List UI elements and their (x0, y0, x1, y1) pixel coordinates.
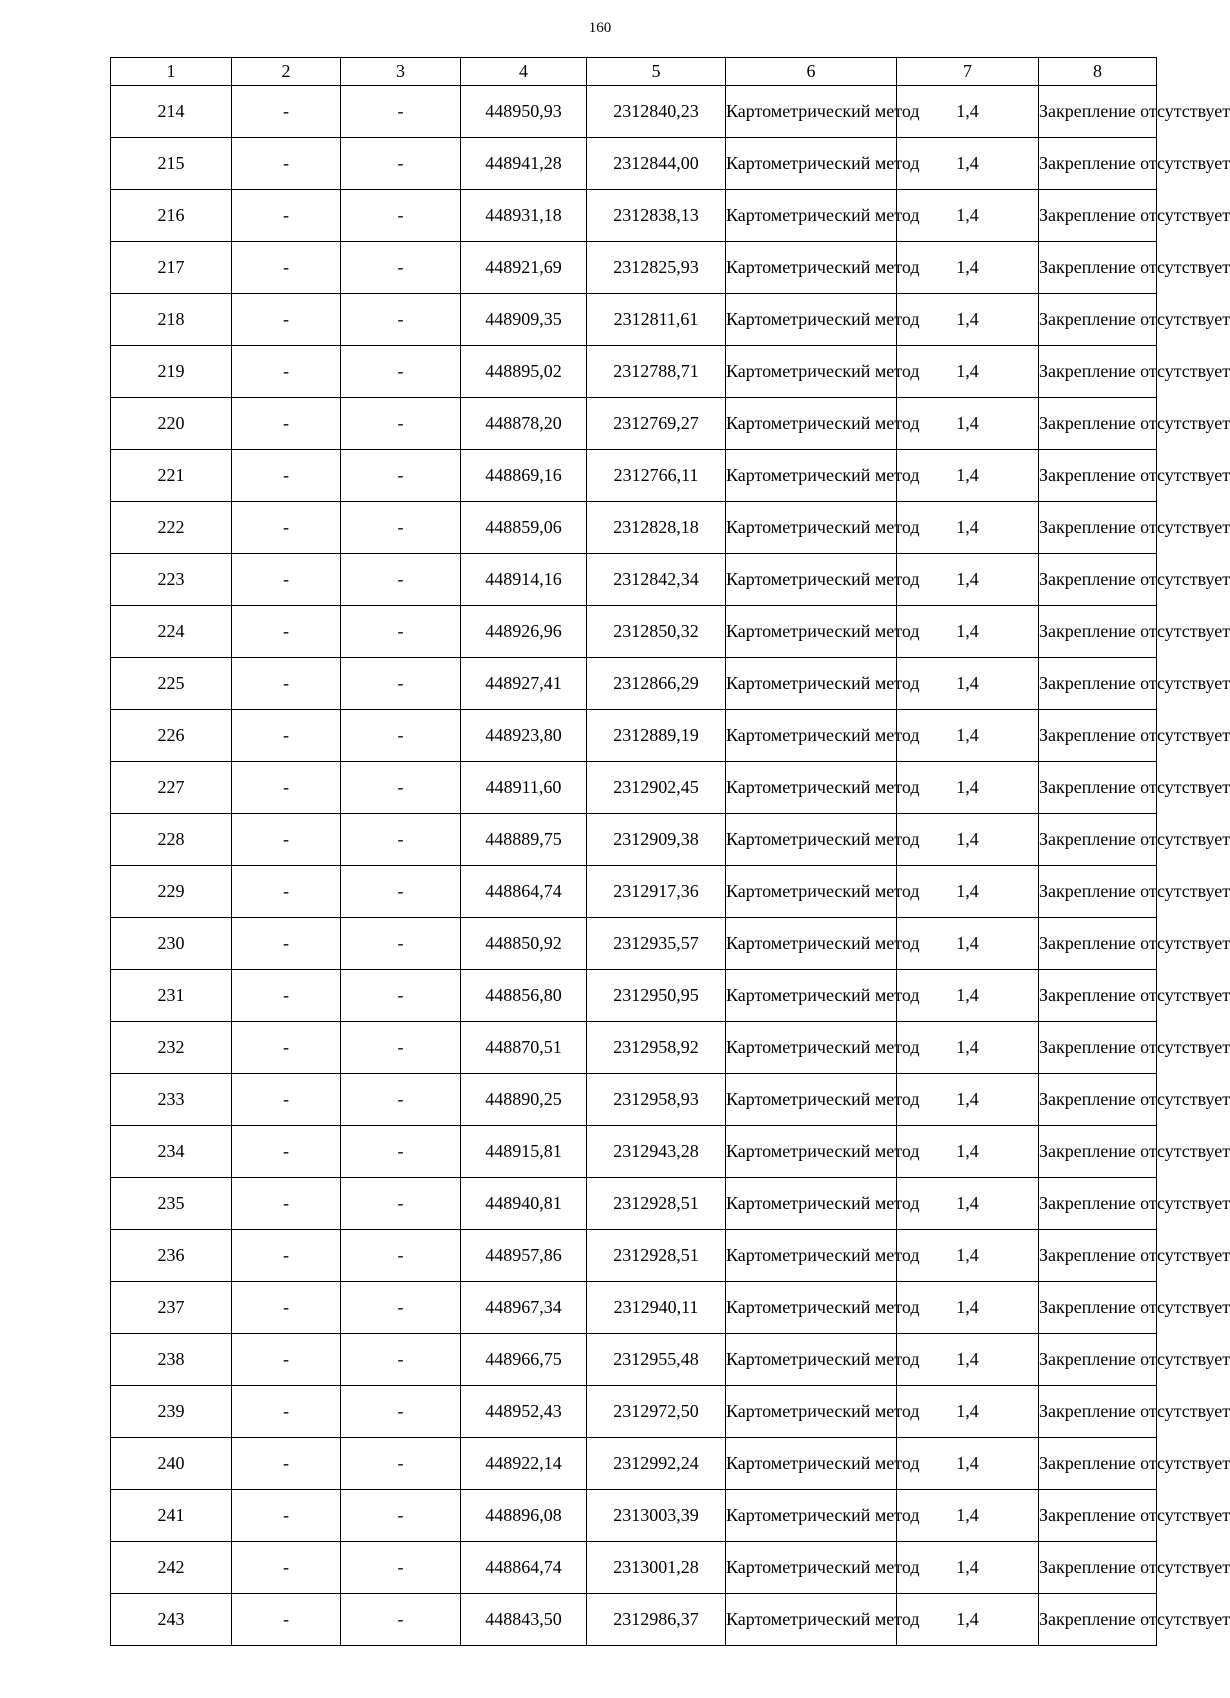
x-coordinate-cell: 448921,69 (461, 242, 587, 294)
column-header: 5 (587, 58, 726, 86)
fixing-cell: Закрепление отсутствует (1039, 1438, 1157, 1490)
method-cell: Картометрический метод (726, 1230, 897, 1282)
column-3-cell: - (341, 294, 461, 346)
accuracy-cell: 1,4 (897, 1334, 1039, 1386)
point-number-cell: 221 (111, 450, 232, 502)
fixing-cell: Закрепление отсутствует (1039, 1230, 1157, 1282)
x-coordinate-cell: 448950,93 (461, 86, 587, 138)
point-number-cell: 230 (111, 918, 232, 970)
column-3-cell: - (341, 866, 461, 918)
x-coordinate-cell: 448966,75 (461, 1334, 587, 1386)
fixing-cell: Закрепление отсутствует (1039, 866, 1157, 918)
column-3-cell: - (341, 1334, 461, 1386)
column-3-cell: - (341, 918, 461, 970)
table-row (111, 346, 1157, 398)
column-3-cell: - (341, 346, 461, 398)
point-number-cell: 236 (111, 1230, 232, 1282)
y-coordinate-cell: 2312986,37 (587, 1594, 726, 1646)
fixing-cell: Закрепление отсутствует (1039, 606, 1157, 658)
y-coordinate-cell: 2312917,36 (587, 866, 726, 918)
point-number-cell: 220 (111, 398, 232, 450)
y-coordinate-cell: 2312850,32 (587, 606, 726, 658)
fixing-cell: Закрепление отсутствует (1039, 658, 1157, 710)
x-coordinate-cell: 448870,51 (461, 1022, 587, 1074)
point-number-cell: 241 (111, 1490, 232, 1542)
method-cell: Картометрический метод (726, 398, 897, 450)
table-row (111, 1334, 1157, 1386)
y-coordinate-cell: 2312950,95 (587, 970, 726, 1022)
table-row (111, 1386, 1157, 1438)
y-coordinate-cell: 2312788,71 (587, 346, 726, 398)
accuracy-cell: 1,4 (897, 86, 1039, 138)
column-2-cell: - (232, 554, 341, 606)
y-coordinate-cell: 2313003,39 (587, 1490, 726, 1542)
y-coordinate-cell: 2312909,38 (587, 814, 726, 866)
fixing-cell: Закрепление отсутствует (1039, 502, 1157, 554)
column-3-cell: - (341, 1386, 461, 1438)
column-2-cell: - (232, 294, 341, 346)
column-3-cell: - (341, 450, 461, 502)
column-2-cell: - (232, 710, 341, 762)
y-coordinate-cell: 2312943,28 (587, 1126, 726, 1178)
fixing-cell: Закрепление отсутствует (1039, 242, 1157, 294)
y-coordinate-cell: 2312766,11 (587, 450, 726, 502)
table-row (111, 242, 1157, 294)
column-2-cell: - (232, 1022, 341, 1074)
x-coordinate-cell: 448869,16 (461, 450, 587, 502)
table-row (111, 554, 1157, 606)
fixing-cell: Закрепление отсутствует (1039, 1178, 1157, 1230)
x-coordinate-cell: 448914,16 (461, 554, 587, 606)
x-coordinate-cell: 448850,92 (461, 918, 587, 970)
table-row (111, 1178, 1157, 1230)
y-coordinate-cell: 2312972,50 (587, 1386, 726, 1438)
point-number-cell: 233 (111, 1074, 232, 1126)
column-2-cell: - (232, 398, 341, 450)
column-2-cell: - (232, 138, 341, 190)
column-3-cell: - (341, 1230, 461, 1282)
y-coordinate-cell: 2312940,11 (587, 1282, 726, 1334)
method-cell: Картометрический метод (726, 190, 897, 242)
column-3-cell: - (341, 1542, 461, 1594)
table-row (111, 762, 1157, 814)
column-2-cell: - (232, 814, 341, 866)
y-coordinate-cell: 2312838,13 (587, 190, 726, 242)
point-number-cell: 217 (111, 242, 232, 294)
column-2-cell: - (232, 1126, 341, 1178)
y-coordinate-cell: 2312902,45 (587, 762, 726, 814)
fixing-cell: Закрепление отсутствует (1039, 1594, 1157, 1646)
point-number-cell: 242 (111, 1542, 232, 1594)
fixing-cell: Закрепление отсутствует (1039, 294, 1157, 346)
x-coordinate-cell: 448967,34 (461, 1282, 587, 1334)
table-row (111, 814, 1157, 866)
accuracy-cell: 1,4 (897, 606, 1039, 658)
accuracy-cell: 1,4 (897, 242, 1039, 294)
method-cell: Картометрический метод (726, 86, 897, 138)
fixing-cell: Закрепление отсутствует (1039, 814, 1157, 866)
table-row (111, 1542, 1157, 1594)
column-header: 3 (341, 58, 461, 86)
column-3-cell: - (341, 1438, 461, 1490)
accuracy-cell: 1,4 (897, 866, 1039, 918)
column-2-cell: - (232, 1074, 341, 1126)
method-cell: Картометрический метод (726, 450, 897, 502)
page-number: 160 (588, 20, 612, 36)
x-coordinate-cell: 448911,60 (461, 762, 587, 814)
x-coordinate-cell: 448889,75 (461, 814, 587, 866)
method-cell: Картометрический метод (726, 1490, 897, 1542)
column-header: 2 (232, 58, 341, 86)
method-cell: Картометрический метод (726, 658, 897, 710)
point-number-cell: 224 (111, 606, 232, 658)
point-number-cell: 240 (111, 1438, 232, 1490)
table-row (111, 86, 1157, 138)
column-2-cell: - (232, 86, 341, 138)
accuracy-cell: 1,4 (897, 1282, 1039, 1334)
method-cell: Картометрический метод (726, 710, 897, 762)
table-row (111, 866, 1157, 918)
x-coordinate-cell: 448922,14 (461, 1438, 587, 1490)
accuracy-cell: 1,4 (897, 658, 1039, 710)
method-cell: Картометрический метод (726, 1022, 897, 1074)
table-row (111, 970, 1157, 1022)
column-3-cell: - (341, 1178, 461, 1230)
method-cell: Картометрический метод (726, 606, 897, 658)
method-cell: Картометрический метод (726, 1282, 897, 1334)
point-number-cell: 226 (111, 710, 232, 762)
method-cell: Картометрический метод (726, 502, 897, 554)
fixing-cell: Закрепление отсутствует (1039, 450, 1157, 502)
column-2-cell: - (232, 1438, 341, 1490)
point-number-cell: 228 (111, 814, 232, 866)
accuracy-cell: 1,4 (897, 190, 1039, 242)
fixing-cell: Закрепление отсутствует (1039, 1386, 1157, 1438)
column-3-cell: - (341, 1074, 461, 1126)
method-cell: Картометрический метод (726, 970, 897, 1022)
y-coordinate-cell: 2312935,57 (587, 918, 726, 970)
fixing-cell: Закрепление отсутствует (1039, 1126, 1157, 1178)
y-coordinate-cell: 2312928,51 (587, 1178, 726, 1230)
table-row (111, 1282, 1157, 1334)
method-cell: Картометрический метод (726, 294, 897, 346)
y-coordinate-cell: 2312825,93 (587, 242, 726, 294)
table-row (111, 658, 1157, 710)
column-3-cell: - (341, 1282, 461, 1334)
method-cell: Картометрический метод (726, 814, 897, 866)
table-row (111, 1438, 1157, 1490)
y-coordinate-cell: 2312866,29 (587, 658, 726, 710)
fixing-cell: Закрепление отсутствует (1039, 86, 1157, 138)
x-coordinate-cell: 448878,20 (461, 398, 587, 450)
table-header-row (111, 58, 1157, 86)
column-2-cell: - (232, 1490, 341, 1542)
method-cell: Картометрический метод (726, 138, 897, 190)
column-2-cell: - (232, 866, 341, 918)
column-3-cell: - (341, 190, 461, 242)
point-number-cell: 223 (111, 554, 232, 606)
accuracy-cell: 1,4 (897, 1438, 1039, 1490)
fixing-cell: Закрепление отсутствует (1039, 762, 1157, 814)
table-row (111, 1074, 1157, 1126)
column-2-cell: - (232, 762, 341, 814)
table-row (111, 1230, 1157, 1282)
y-coordinate-cell: 2312811,61 (587, 294, 726, 346)
column-2-cell: - (232, 1230, 341, 1282)
point-number-cell: 232 (111, 1022, 232, 1074)
column-2-cell: - (232, 190, 341, 242)
y-coordinate-cell: 2312769,27 (587, 398, 726, 450)
point-number-cell: 222 (111, 502, 232, 554)
x-coordinate-cell: 448856,80 (461, 970, 587, 1022)
accuracy-cell: 1,4 (897, 1178, 1039, 1230)
column-header: 6 (726, 58, 897, 86)
table-row (111, 1490, 1157, 1542)
y-coordinate-cell: 2312958,93 (587, 1074, 726, 1126)
column-3-cell: - (341, 1490, 461, 1542)
table-row (111, 398, 1157, 450)
point-number-cell: 216 (111, 190, 232, 242)
fixing-cell: Закрепление отсутствует (1039, 1074, 1157, 1126)
accuracy-cell: 1,4 (897, 1022, 1039, 1074)
point-number-cell: 214 (111, 86, 232, 138)
point-number-cell: 238 (111, 1334, 232, 1386)
accuracy-cell: 1,4 (897, 554, 1039, 606)
x-coordinate-cell: 448859,06 (461, 502, 587, 554)
column-3-cell: - (341, 762, 461, 814)
accuracy-cell: 1,4 (897, 1594, 1039, 1646)
column-3-cell: - (341, 398, 461, 450)
point-number-cell: 229 (111, 866, 232, 918)
fixing-cell: Закрепление отсутствует (1039, 918, 1157, 970)
fixing-cell: Закрепление отсутствует (1039, 1282, 1157, 1334)
column-2-cell: - (232, 450, 341, 502)
x-coordinate-cell: 448890,25 (461, 1074, 587, 1126)
column-3-cell: - (341, 970, 461, 1022)
column-3-cell: - (341, 658, 461, 710)
x-coordinate-cell: 448895,02 (461, 346, 587, 398)
accuracy-cell: 1,4 (897, 1490, 1039, 1542)
y-coordinate-cell: 2313001,28 (587, 1542, 726, 1594)
y-coordinate-cell: 2312958,92 (587, 1022, 726, 1074)
accuracy-cell: 1,4 (897, 1542, 1039, 1594)
column-2-cell: - (232, 1282, 341, 1334)
accuracy-cell: 1,4 (897, 1386, 1039, 1438)
accuracy-cell: 1,4 (897, 918, 1039, 970)
accuracy-cell: 1,4 (897, 398, 1039, 450)
accuracy-cell: 1,4 (897, 294, 1039, 346)
column-2-cell: - (232, 502, 341, 554)
column-3-cell: - (341, 1126, 461, 1178)
accuracy-cell: 1,4 (897, 1126, 1039, 1178)
accuracy-cell: 1,4 (897, 970, 1039, 1022)
x-coordinate-cell: 448927,41 (461, 658, 587, 710)
column-header: 8 (1039, 58, 1157, 86)
method-cell: Картометрический метод (726, 1334, 897, 1386)
x-coordinate-cell: 448864,74 (461, 866, 587, 918)
accuracy-cell: 1,4 (897, 346, 1039, 398)
accuracy-cell: 1,4 (897, 710, 1039, 762)
x-coordinate-cell: 448941,28 (461, 138, 587, 190)
point-number-cell: 225 (111, 658, 232, 710)
column-3-cell: - (341, 242, 461, 294)
table-row (111, 190, 1157, 242)
method-cell: Картометрический метод (726, 1386, 897, 1438)
point-number-cell: 239 (111, 1386, 232, 1438)
y-coordinate-cell: 2312955,48 (587, 1334, 726, 1386)
x-coordinate-cell: 448926,96 (461, 606, 587, 658)
column-3-cell: - (341, 814, 461, 866)
column-2-cell: - (232, 658, 341, 710)
point-number-cell: 231 (111, 970, 232, 1022)
fixing-cell: Закрепление отсутствует (1039, 710, 1157, 762)
method-cell: Картометрический метод (726, 1594, 897, 1646)
x-coordinate-cell: 448864,74 (461, 1542, 587, 1594)
accuracy-cell: 1,4 (897, 138, 1039, 190)
method-cell: Картометрический метод (726, 1074, 897, 1126)
column-3-cell: - (341, 1022, 461, 1074)
accuracy-cell: 1,4 (897, 1230, 1039, 1282)
x-coordinate-cell: 448952,43 (461, 1386, 587, 1438)
x-coordinate-cell: 448923,80 (461, 710, 587, 762)
x-coordinate-cell: 448931,18 (461, 190, 587, 242)
y-coordinate-cell: 2312828,18 (587, 502, 726, 554)
point-number-cell: 218 (111, 294, 232, 346)
y-coordinate-cell: 2312928,51 (587, 1230, 726, 1282)
table-row (111, 1594, 1157, 1646)
column-2-cell: - (232, 242, 341, 294)
column-3-cell: - (341, 86, 461, 138)
coordinates-table (110, 57, 1230, 1646)
table-row (111, 138, 1157, 190)
method-cell: Картометрический метод (726, 762, 897, 814)
table-row (111, 606, 1157, 658)
point-number-cell: 227 (111, 762, 232, 814)
x-coordinate-cell: 448896,08 (461, 1490, 587, 1542)
point-number-cell: 235 (111, 1178, 232, 1230)
column-3-cell: - (341, 710, 461, 762)
method-cell: Картометрический метод (726, 1542, 897, 1594)
x-coordinate-cell: 448915,81 (461, 1126, 587, 1178)
point-number-cell: 237 (111, 1282, 232, 1334)
x-coordinate-cell: 448957,86 (461, 1230, 587, 1282)
table-row (111, 1022, 1157, 1074)
method-cell: Картометрический метод (726, 1178, 897, 1230)
column-header: 7 (897, 58, 1039, 86)
fixing-cell: Закрепление отсутствует (1039, 1490, 1157, 1542)
method-cell: Картометрический метод (726, 554, 897, 606)
table-row (111, 1126, 1157, 1178)
y-coordinate-cell: 2312992,24 (587, 1438, 726, 1490)
column-2-cell: - (232, 1334, 341, 1386)
column-2-cell: - (232, 1386, 341, 1438)
y-coordinate-cell: 2312842,34 (587, 554, 726, 606)
column-header: 1 (111, 58, 232, 86)
column-2-cell: - (232, 1542, 341, 1594)
point-number-cell: 234 (111, 1126, 232, 1178)
fixing-cell: Закрепление отсутствует (1039, 1022, 1157, 1074)
accuracy-cell: 1,4 (897, 814, 1039, 866)
column-3-cell: - (341, 554, 461, 606)
method-cell: Картометрический метод (726, 1126, 897, 1178)
table-row (111, 502, 1157, 554)
accuracy-cell: 1,4 (897, 762, 1039, 814)
fixing-cell: Закрепление отсутствует (1039, 1542, 1157, 1594)
fixing-cell: Закрепление отсутствует (1039, 190, 1157, 242)
fixing-cell: Закрепление отсутствует (1039, 554, 1157, 606)
accuracy-cell: 1,4 (897, 502, 1039, 554)
point-number-cell: 219 (111, 346, 232, 398)
table-body (111, 86, 1230, 1646)
table-row (111, 918, 1157, 970)
column-2-cell: - (232, 918, 341, 970)
point-number-cell: 215 (111, 138, 232, 190)
method-cell: Картометрический метод (726, 918, 897, 970)
method-cell: Картометрический метод (726, 1438, 897, 1490)
table-row (111, 710, 1157, 762)
x-coordinate-cell: 448940,81 (461, 1178, 587, 1230)
method-cell: Картометрический метод (726, 866, 897, 918)
column-header: 4 (461, 58, 587, 86)
fixing-cell: Закрепление отсутствует (1039, 346, 1157, 398)
column-2-cell: - (232, 1594, 341, 1646)
fixing-cell: Закрепление отсутствует (1039, 398, 1157, 450)
column-2-cell: - (232, 1178, 341, 1230)
column-3-cell: - (341, 606, 461, 658)
table-row (111, 450, 1157, 502)
column-2-cell: - (232, 606, 341, 658)
accuracy-cell: 1,4 (897, 450, 1039, 502)
y-coordinate-cell: 2312844,00 (587, 138, 726, 190)
method-cell: Картометрический метод (726, 346, 897, 398)
column-2-cell: - (232, 346, 341, 398)
x-coordinate-cell: 448843,50 (461, 1594, 587, 1646)
method-cell: Картометрический метод (726, 242, 897, 294)
column-2-cell: - (232, 970, 341, 1022)
column-3-cell: - (341, 502, 461, 554)
fixing-cell: Закрепление отсутствует (1039, 138, 1157, 190)
column-3-cell: - (341, 1594, 461, 1646)
fixing-cell: Закрепление отсутствует (1039, 970, 1157, 1022)
accuracy-cell: 1,4 (897, 1074, 1039, 1126)
table-row (111, 294, 1157, 346)
fixing-cell: Закрепление отсутствует (1039, 1334, 1157, 1386)
x-coordinate-cell: 448909,35 (461, 294, 587, 346)
y-coordinate-cell: 2312889,19 (587, 710, 726, 762)
column-3-cell: - (341, 138, 461, 190)
y-coordinate-cell: 2312840,23 (587, 86, 726, 138)
point-number-cell: 243 (111, 1594, 232, 1646)
